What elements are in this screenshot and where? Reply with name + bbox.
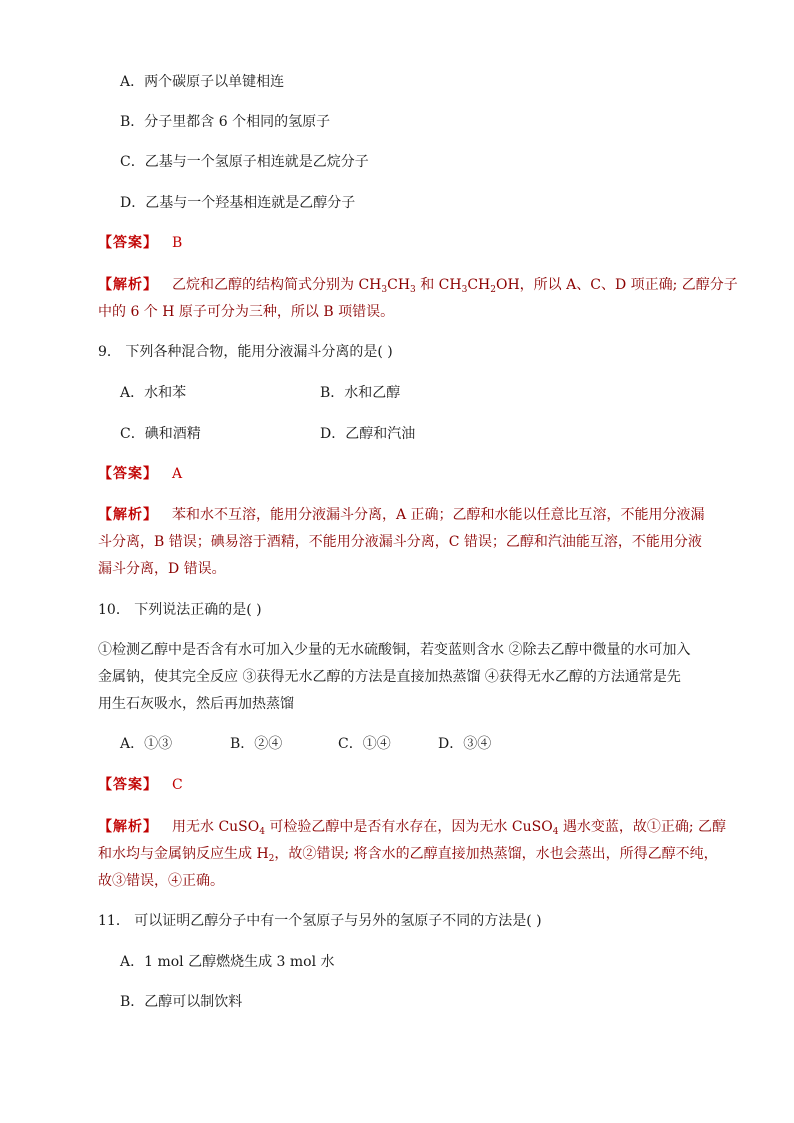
q8-analysis-line-1: 【解析】 乙烷和乙醇的结构简式分别为 $CH_3CH_3$ 和 $CH_3CH_2OH$，所以 A、C、D 项正确; 乙醇分子 xyxy=(98,277,738,295)
answer-value: C xyxy=(172,777,183,793)
analysis-label: 【解析】 xyxy=(98,819,158,835)
q9-option-b: B．水和乙醇 xyxy=(320,385,401,401)
q10-body-line-3: 用生石灰吸水，然后再加热蒸馏 xyxy=(98,696,294,712)
q9-analysis-line-2: 斗分离，B 错误；碘易溶于酒精，不能用分液漏斗分离，C 错误；乙醇和汽油能互溶，不能用分液 xyxy=(98,534,702,550)
q10-option-d: D．③④ xyxy=(438,736,492,752)
q11-option-a: A．1 mol 乙醇燃烧生成 3 mol 水 xyxy=(120,954,335,970)
q9-option-c: C．碘和酒精 xyxy=(120,426,201,442)
q8-option-b: B．分子里都含 6 个相同的氢原子 xyxy=(120,114,331,130)
answer-value: A xyxy=(172,466,183,482)
analysis-label: 【解析】 xyxy=(98,507,158,523)
q9-option-a: A．水和苯 xyxy=(120,385,187,401)
q8-answer xyxy=(98,233,182,253)
q10-stem: 10． 下列说法正确的是( ) xyxy=(98,602,262,618)
q9-stem: 9． 下列各种混合物，能用分液漏斗分离的是( ) xyxy=(98,344,393,360)
q10-option-a: A．①③ xyxy=(120,736,173,752)
answer-label: 【答案】 xyxy=(98,235,158,251)
q9-analysis-line-1: 【解析】 苯和水不互溶，能用分液漏斗分离，A 正确；乙醇和水能以任意比互溶，不能用分液漏 xyxy=(98,507,705,523)
q8-option-d: D．乙基与一个羟基相连就是乙醇分子 xyxy=(120,195,356,211)
q10-option-b: B．②④ xyxy=(230,736,283,752)
q8-option-c: C．乙基与一个氢原子相连就是乙烷分子 xyxy=(120,154,369,170)
q10-option-c: C．①④ xyxy=(338,736,391,752)
q11-option-b: B．乙醇可以制饮料 xyxy=(120,994,243,1010)
q10-body-line-2: 金属钠，使其完全反应 ③获得无水乙醇的方法是直接加热蒸馏 ④获得无水乙醇的方法通常是先 xyxy=(98,669,681,685)
q10-body-line-1: ①检测乙醇中是否含有水可加入少量的无水硫酸铜，若变蓝则含水 ②除去乙醇中微量的水可加入 xyxy=(98,642,691,658)
answer-value: B xyxy=(172,235,183,251)
q10-analysis-line-2: 和水均与金属钠反应生成 $H_2$，故②错误; 将含水的乙醇直接加热蒸馏，水也会蒸出，所得乙醇不纯， xyxy=(98,846,718,864)
q9-analysis-line-3: 漏斗分离，D 错误。 xyxy=(98,561,226,577)
q8-analysis-line-2: 中的 6 个 H 原子可分为三种，所以 B 项错误。 xyxy=(98,304,395,320)
q10-analysis-line-3: 故③错误，④正确。 xyxy=(98,873,224,889)
q9-option-d: D．乙醇和汽油 xyxy=(320,426,416,442)
q10-answer xyxy=(98,775,183,795)
q8-option-a: A．两个碳原子以单键相连 xyxy=(120,74,285,90)
q10-analysis-line-1: 【解析】 用无水 CuSO$_4$ 可检验乙醇中是否有水存在，因为无水 CuSO$_4$ 遇水变蓝，故①正确; 乙醇 xyxy=(98,819,727,837)
answer-label: 【答案】 xyxy=(98,466,158,482)
analysis-label: 【解析】 xyxy=(98,277,158,293)
answer-label: 【答案】 xyxy=(98,777,158,793)
q11-stem: 11． 可以证明乙醇分子中有一个氢原子与另外的氢原子不同的方法是( ) xyxy=(98,913,542,929)
q9-answer xyxy=(98,464,182,484)
